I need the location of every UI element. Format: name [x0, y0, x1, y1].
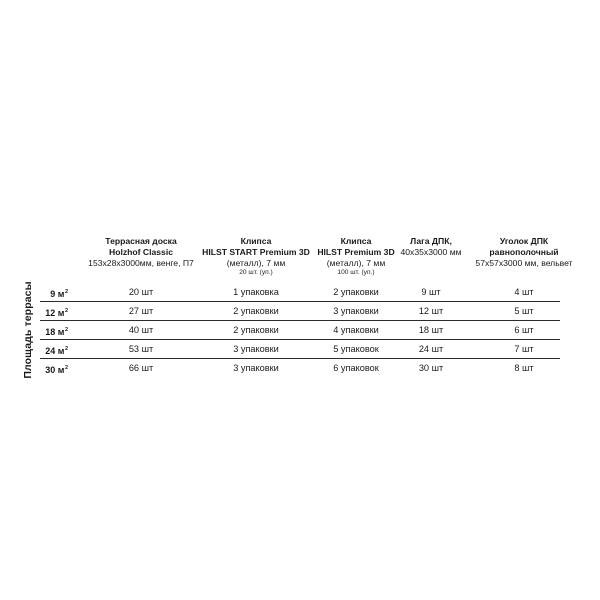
cell-corner: 8 шт	[514, 363, 534, 373]
column-title-line2: Holzhof Classic	[109, 247, 173, 257]
column-pack-size: 20 шт. (уп.)	[239, 269, 273, 276]
cell-joist: 9 шт	[421, 287, 441, 297]
column-title: Уголок ДПК	[499, 236, 549, 246]
terrace-area-label: Площадь террасы	[22, 281, 34, 379]
materials-table	[40, 283, 560, 377]
cell-clip: 2 упаковки	[333, 287, 379, 297]
column-pack-size: 100 шт. (уп.)	[337, 269, 375, 276]
cell-start-clip: 2 упаковки	[233, 306, 279, 316]
column-title-line2: HILST Premium 3D	[317, 247, 395, 257]
table-row	[40, 283, 560, 302]
table-row	[40, 359, 560, 377]
row-area: 30 $м^2$	[45, 365, 68, 375]
column-description: 57x57x3000 мм, вельвет	[475, 258, 573, 268]
column-description: 40x35x3000 мм	[400, 247, 462, 257]
cell-corner: 7 шт	[514, 344, 534, 354]
cell-clip: 3 упаковки	[333, 306, 379, 316]
column-header-decking-board	[88, 236, 194, 269]
column-header-joist	[400, 236, 461, 258]
column-header-clip	[317, 236, 394, 277]
row-area: 12 $м^2$	[45, 308, 68, 318]
cell-start-clip: 3 упаковки	[233, 344, 279, 354]
column-title: Клипса	[340, 236, 372, 246]
column-header-corner	[475, 236, 572, 269]
cell-decking-board: 66 шт	[128, 363, 154, 373]
row-area: 24 $м^2$	[45, 346, 68, 356]
cell-decking-board: 20 шт	[128, 287, 154, 297]
cell-clip: 5 упаковок	[333, 344, 379, 354]
cell-joist: 24 шт	[418, 344, 444, 354]
cell-clip: 6 упаковок	[333, 363, 379, 373]
cell-start-clip: 1 упаковка	[233, 287, 279, 297]
cell-joist: 18 шт	[418, 325, 444, 335]
column-title-line2: равнополочный	[489, 247, 559, 257]
table-row	[40, 340, 560, 359]
cell-joist: 12 шт	[418, 306, 444, 316]
cell-start-clip: 2 упаковки	[233, 325, 279, 335]
cell-decking-board: 53 шт	[128, 344, 154, 354]
cell-corner: 5 шт	[514, 306, 534, 316]
table-row	[40, 302, 560, 321]
cell-decking-board: 40 шт	[128, 325, 154, 335]
row-area: 9 $м^2$	[50, 289, 68, 299]
column-header-start-clip	[202, 236, 310, 277]
cell-decking-board: 27 шт	[128, 306, 154, 316]
cell-clip: 4 упаковки	[333, 325, 379, 335]
column-title: Клипса	[240, 236, 272, 246]
column-title: Лага ДПК,	[410, 236, 452, 246]
column-description: (металл), 7 мм	[226, 258, 286, 268]
cell-start-clip: 3 упаковки	[233, 363, 279, 373]
column-description: 153x28x3000мм, венге, П7	[88, 258, 194, 268]
row-area: 18 $м^2$	[45, 327, 68, 337]
table-row	[40, 321, 560, 340]
column-description: (металл), 7 мм	[326, 258, 386, 268]
column-title-line2: HILST START Premium 3D	[202, 247, 310, 257]
cell-joist: 30 шт	[418, 363, 444, 373]
cell-corner: 4 шт	[514, 287, 534, 297]
cell-corner: 6 шт	[514, 325, 534, 335]
column-title: Террасная доска	[105, 236, 177, 246]
